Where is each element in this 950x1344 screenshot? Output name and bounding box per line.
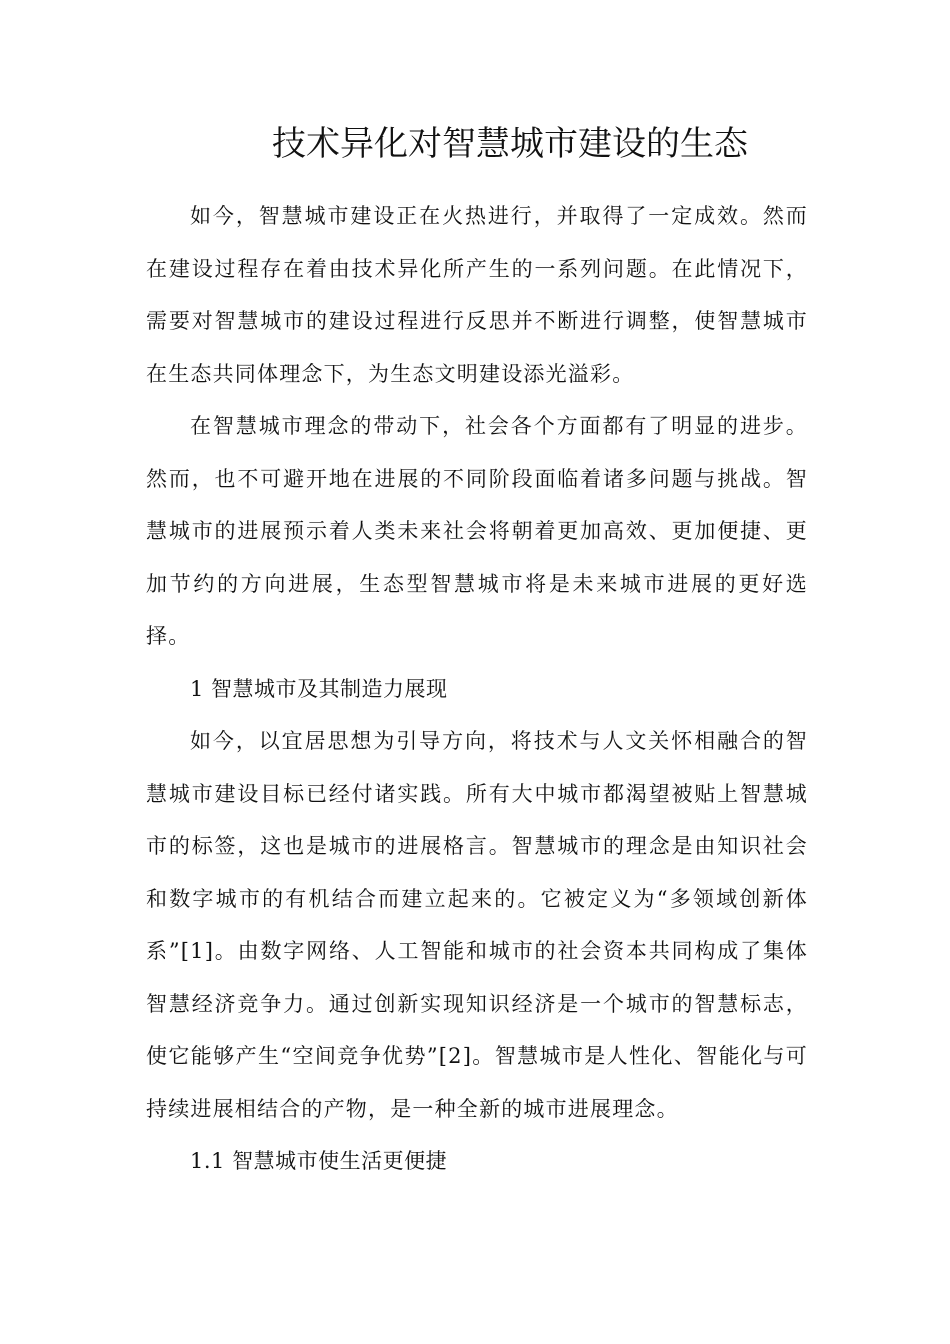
paragraph-section-1: 如今，以宜居思想为引导方向，将技术与人文关怀相融合的智慧城市建设目标已经付诸实践。所有大中城市都渴望被贴上智慧城市的标签，这也是城市的进展格言。智慧城市的理念是由知识社会和数字城市的有机结合而建立起来的。它被定义为“多领域创新体系”[1]。由数字网络、人工智能和城市的社会资本共同构成了集体智慧经济竞争力。通过创新实现知识经济是一个城市的智慧标志，使它能够产生“空间竞争优势”[2]。智慧城市是人性化、智能化与可持续进展相结合的产物，是一种全新的城市进展理念。	[146, 729, 808, 1121]
paragraph-background: 在智慧城市理念的带动下，社会各个方面都有了明显的进步。然而，也不可避开地在进展的不同阶段面临着诸多问题与挑战。智慧城市的进展预示着人类未来社会将朝着更加高效、更加便捷、更加节约的方向进展，生态型智慧城市将是未来城市进展的更好选择。	[146, 414, 808, 648]
paragraph-intro: 如今，智慧城市建设正在火热进行，并取得了一定成效。然而在建设过程存在着由技术异化所产生的一系列问题。在此情况下，需要对智慧城市的建设过程进行反思并不断进行调整，使智慧城市在生态共同体理念下，为生态文明建设添光溢彩。	[146, 204, 808, 386]
document-title: 技术异化对智慧城市建设的生态	[272, 124, 748, 164]
section-heading-1: 1 智慧城市及其制造力展现	[190, 676, 448, 701]
document-body	[146, 190, 808, 1188]
section-heading-1-1: 1.1 智慧城市使生活更便捷	[190, 1149, 448, 1173]
